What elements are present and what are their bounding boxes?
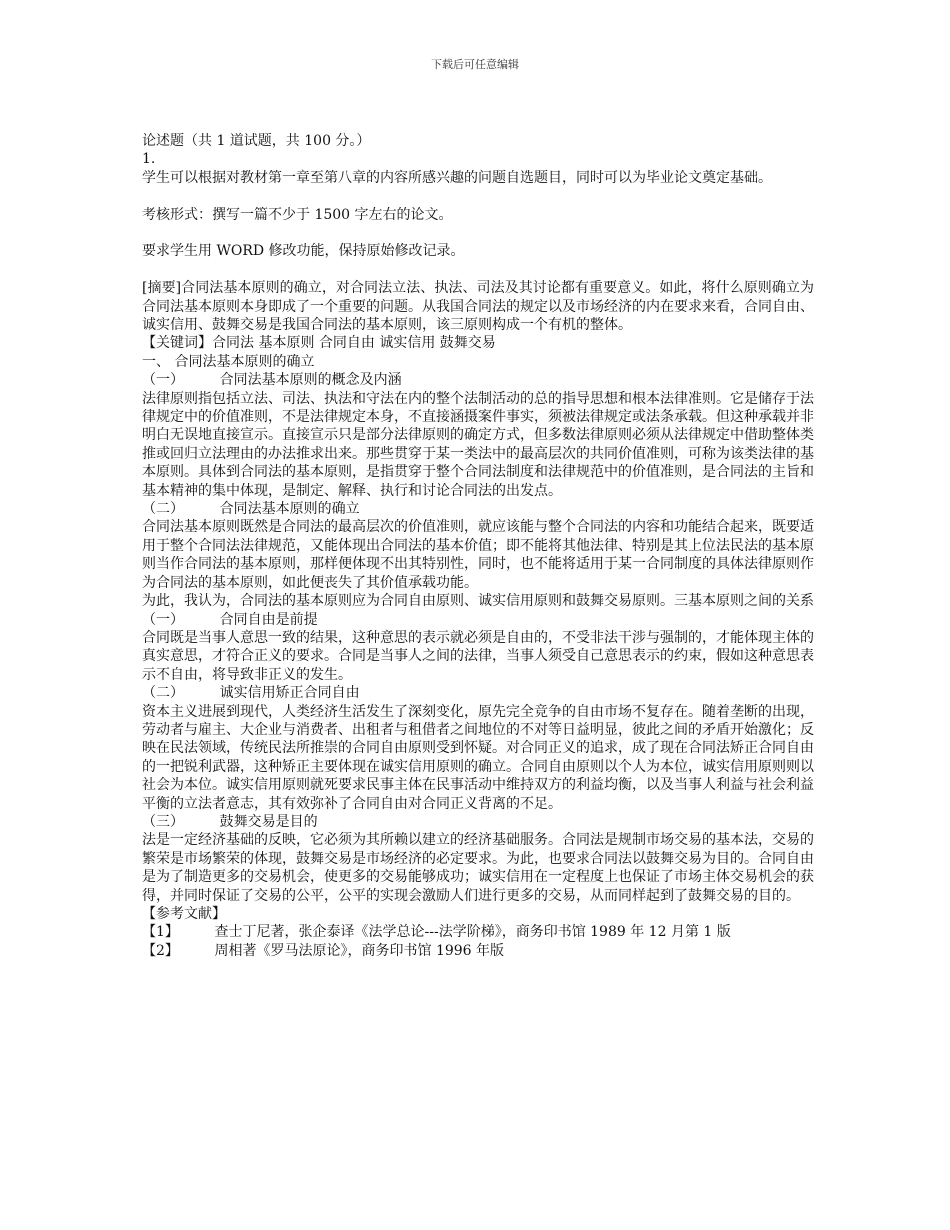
spacer [142, 261, 814, 279]
question-number: 1. [142, 151, 156, 168]
section-heading: 一、 合同法基本原则的确立 [142, 353, 315, 370]
subsection-heading: （二） 诚实信用矫正合同自由 [142, 685, 360, 702]
paragraph: 合同既是当事人意思一致的结果，这种意思的表示就必须是自由的，不受非法干涉与强制的，才能体现主体的真实意思，才符合正义的要求。合同是当事人之间的法律，当事人须受自己意思表示的约束，假如这种意思表示不自由，将导致非正义的发生。 [142, 629, 814, 683]
keywords: 【关键词】合同法 基本原则 合同自由 诚实信用 鼓舞交易 [142, 335, 496, 352]
subsection-heading: （一） 合同自由是前提 [142, 611, 318, 628]
assignment-requirement: 要求学生用 WORD 修改功能，保持原始修改记录。 [142, 243, 465, 260]
spacer [142, 187, 814, 205]
paragraph: 合同法基本原则既然是合同法的最高层次的价值准则，就应该能与整个合同法的内容和功能结合起来，既要适用于整个合同法法律规范，又能体现出合同法的基本价值；即不能将其他法律、特别是其上位法民法的基本原则当作合同法的基本原则，那样便体现不出其特别性，同时，也不能将适用于某一合同制度的具体法律原则作为合同法的基本原则，如此便丧失了其价值承载功能。 [142, 519, 814, 591]
abstract: [摘要]合同法基本原则的确立，对合同法立法、执法、司法及其讨论都有重要意义。如此，将什么原则确立为合同法基本原则本身即成了一个重要的问题。从我国合同法的规定以及市场经济的内在要求来看，合同自由、诚实信用、鼓舞交易是我国合同法的基本原则，该三原则构成一个有机的整体。 [142, 280, 814, 334]
document-body [142, 132, 814, 960]
subsection-heading: （二） 合同法基本原则的确立 [142, 501, 360, 518]
spacer [142, 224, 814, 242]
question-type: 论述题（共 1 道试题，共 100 分。） [142, 133, 371, 149]
references-heading: 【参考文献】 [142, 906, 226, 923]
paragraph: 资本主义进展到现代，人类经济生活发生了深刻变化，原先完全竞争的自由市场不复存在。随着垄断的出现，劳动者与雇主、大企业与消费者、出租者与租借者之间地位的不对等日益明显，彼此之间的矛盾开始激化；反映在民法领域，传统民法所推崇的合同自由原则受到怀疑。对合同正义的追求，成了现在合同法矫正合同自由的一把锐利武器，这种矫正主要体现在诚实信用原则的确立。合同自由原则以个人为本位，诚实信用原则则以社会为本位。诚实信用原则就死要求民事主体在民事活动中维持双方的利益均衡，以及当事人利益与社会利益平衡的立法者意志，其有效弥补了合同自由对合同正义背离的不足。 [142, 703, 814, 812]
subsection-heading: （三） 鼓舞交易是目的 [142, 813, 318, 830]
page-header-note: 下载后可任意编辑 [431, 58, 519, 71]
reference-item: 【2】 周相著《罗马法原论》，商务印书馆 1996 年版 [142, 942, 505, 959]
paragraph: 为此，我认为，合同法的基本原则应为合同自由原则、诚实信用原则和鼓舞交易原则。三基本原则之间的关系 [142, 593, 814, 610]
paragraph: 法律原则指包括立法、司法、执法和守法在内的整个法制活动的总的指导思想和根本法律准则。它是储存于法律规定中的价值准则，不是法律规定本身，不直接涵摄案件事实，须被法律规定或法条承载。但这种承载并非明白无误地直接宣示。直接宣示只是部分法律原则的确定方式，但多数法律原则必须从法律规定中借助整体类推或回归立法理由的办法推求出来。那些贯穿于某一类法中的最高层次的共同价值准则，可称为该类法律的基本原则。具体到合同法的基本原则，是指贯穿于整个合同法制度和法律规范中的价值准则，是合同法的主旨和基本精神的集中体现，是制定、解释、执行和讨论合同法的出发点。 [142, 390, 814, 499]
reference-item: 【1】 查士丁尼著，张企泰译《法学总论---法学阶梯》，商务印书馆 1989 年 12 月第 1 版 [142, 924, 731, 941]
paragraph: 法是一定经济基础的反映，它必须为其所赖以建立的经济基础服务。合同法是规制市场交易的基本法，交易的繁荣是市场繁荣的体现，鼓舞交易是市场经济的必定要求。为此，也要求合同法以鼓舞交易为目的。合同自由是为了制造更多的交易机会，使更多的交易能够成功；诚实信用在一定程度上也保证了市场主体交易机会的获得，并同时保证了交易的公平，公平的实现会激励人们进行更多的交易，从而同样起到了鼓舞交易的目的。 [142, 832, 814, 904]
subsection-heading: （一） 合同法基本原则的概念及内涵 [142, 372, 402, 389]
question-instruction: 学生可以根据对教材第一章至第八章的内容所感兴趣的问题自选题目，同时可以为毕业论文奠定基础。 [142, 169, 772, 186]
assessment-form: 考核形式：撰写一篇不少于 1500 字左右的论文。 [142, 206, 453, 223]
